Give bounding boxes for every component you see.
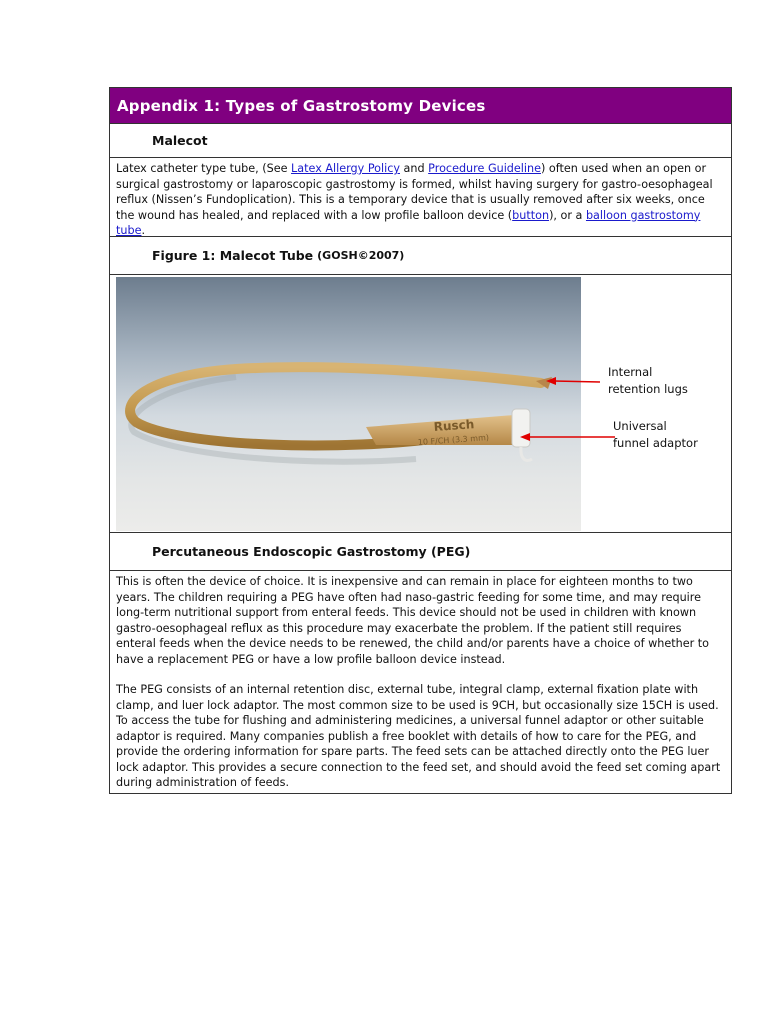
label-funnel-line-2: funnel adaptor — [613, 436, 698, 450]
peg-heading: Percutaneous Endoscopic Gastrostomy (PEG) — [152, 544, 471, 559]
peg-heading-row — [110, 533, 731, 571]
figure-caption: Figure 1: Malecot Tube — [152, 248, 314, 263]
label-retention-lugs — [608, 364, 688, 398]
malecot-text-2: and — [400, 162, 429, 175]
funnel-adaptor-cap — [512, 409, 530, 447]
malecot-text-1: Latex catheter type tube, (See — [116, 162, 292, 175]
page-title: Appendix 1: Types of Gastrostomy Devices — [117, 96, 486, 115]
malecot-paragraph — [116, 161, 724, 239]
figure-credit: (GOSH©2007) — [317, 249, 405, 262]
tube-brand-text: Rusch — [433, 417, 475, 434]
peg-paragraph-2: The PEG consists of an internal retention disc, external tube, integral clamp, external fixation plate with clamp, and luer lock adaptor. The most common size to be used is 9CH, but occasionally size 15CH is used. To access the tube for flushing and administering medicines, a universal funnel adaptor or other suitable adaptor is required. Many companies publish a free booklet with details of how to care for the PEG, and provide the ordering information for spare parts. The feed sets can be attached directly onto the PEG luer lock adaptor. This provides a secure connection to the feed set, and should avoid the feed set coming apart during administration of feeds. — [116, 683, 721, 789]
malecot-text-3: ) often used when an open or surgical gastrostomy or laparoscopic gastrostomy is formed, whilst having surgery for gastro-oesophageal reflux (Nissen’s Fundoplication). This is a temporary device that is usually removed after six weeks, once the wound has healed, and replaced with a low profile balloon device ( — [116, 162, 713, 222]
label-lugs-line-1: Internal — [608, 365, 653, 379]
appendix-table — [109, 87, 732, 794]
label-funnel-line-1: Universal — [613, 419, 667, 433]
peg-description — [110, 571, 731, 793]
label-lugs-line-2: retention lugs — [608, 382, 688, 396]
malecot-tube-photo — [116, 277, 581, 531]
malecot-heading: Malecot — [152, 133, 208, 148]
malecot-tube-illustration — [116, 277, 581, 531]
tube-size-text: 10 F/CH (3.3 mm) — [417, 433, 490, 447]
button-link[interactable]: button — [512, 208, 550, 222]
malecot-text-4: ), or a — [549, 208, 586, 222]
procedure-guideline-link[interactable]: Procedure Guideline — [428, 162, 541, 175]
malecot-text-5: . — [141, 224, 146, 237]
malecot-description — [110, 158, 731, 237]
malecot-heading-row — [110, 124, 731, 158]
label-funnel-adaptor — [613, 418, 698, 452]
peg-paragraph-1: This is often the device of choice. It is inexpensive and can remain in place for eighteen months to two years. The children requiring a PEG have often had naso-gastric feeding for some time, and may require long-term nutritional support from enteral feeds. This device should not be used in children with known gastro-oesophageal reflux as this procedure may exacerbate the problem. If the patient still requires enteral feeds when the device needs to be renewed, the child and/or parents have a choice of whether to have a replacement PEG or have a low profile balloon device instead. — [116, 575, 709, 666]
title-bar — [110, 88, 731, 124]
balloon-gastrostomy-tube-link[interactable]: balloon gastrostomy tube — [116, 208, 701, 237]
figure-caption-row — [110, 237, 731, 275]
figure-row — [110, 275, 731, 533]
latex-allergy-policy-link[interactable]: Latex Allergy Policy — [291, 162, 400, 175]
